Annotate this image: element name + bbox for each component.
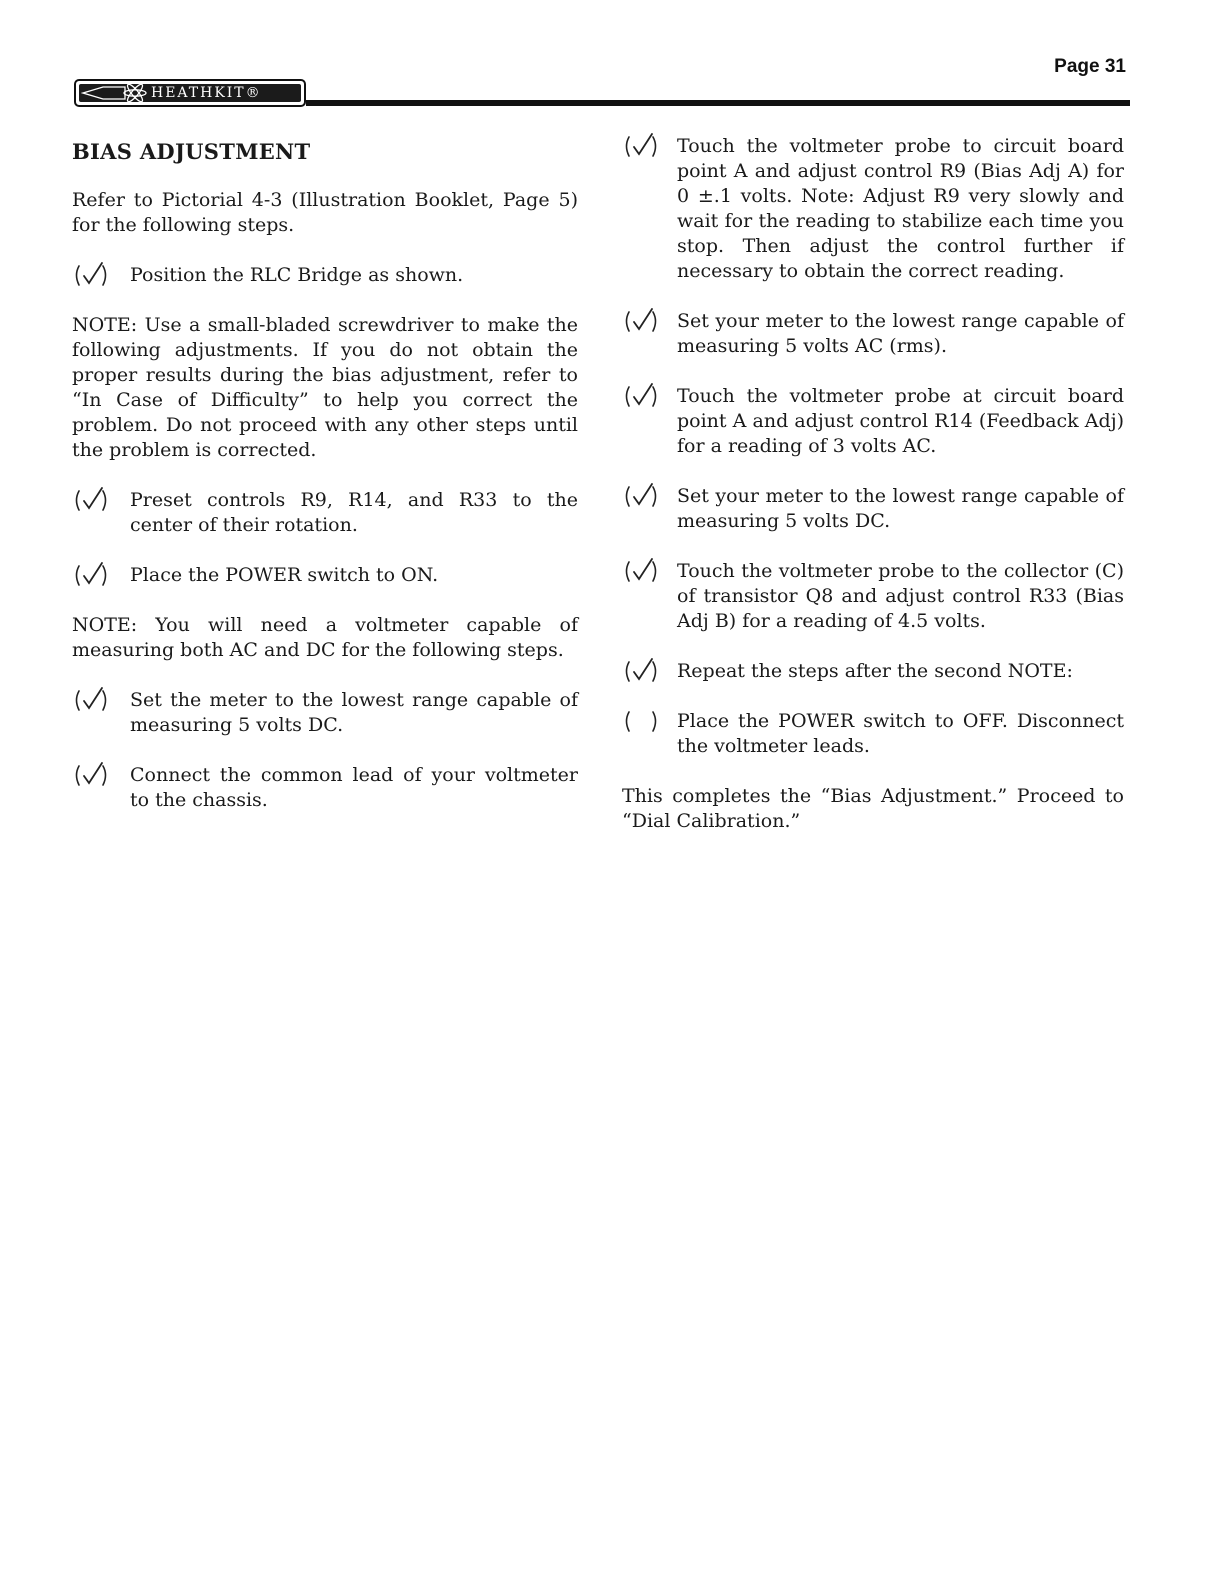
closing-text: This completes the “Bias Adjustment.” Proceed to “Dial Calibration.” [622, 785, 1124, 832]
heathkit-emblem-icon [81, 84, 149, 102]
step-item [622, 484, 1124, 534]
step-item [622, 134, 1124, 284]
step-list-a [72, 263, 578, 288]
step-text: Place the POWER switch to ON. [130, 564, 439, 586]
step-text: Set your meter to the lowest range capable of measuring 5 volts AC (rms). [677, 310, 1124, 357]
note-voltmeter: NOTE: You will need a voltmeter capable of measuring both AC and DC for the following steps. [72, 614, 578, 661]
step-text: Touch the voltmeter probe to the collector (C) of transistor Q8 and adjust control R33 (Bias Adj B) for a reading of 4.5 volts. [677, 560, 1124, 632]
step-item [72, 488, 578, 538]
step-text: Touch the voltmeter probe to circuit board point A and adjust control R9 (Bias Adj A) for 0 ±.1 volts. Note: Adjust R9 very slowly and wait for the reading to stabilize each time you stop. Then adjust the control further if necessary to obtain the correct reading. [677, 135, 1124, 282]
step-item [72, 688, 578, 738]
step-text: Set your meter to the lowest range capable of measuring 5 volts DC. [677, 485, 1124, 532]
step-text: Set the meter to the lowest range capable of measuring 5 volts DC. [130, 689, 578, 736]
step-text: Position the RLC Bridge as shown. [130, 264, 464, 286]
checked-box-icon[interactable] [72, 261, 112, 289]
right-column [622, 134, 1124, 859]
step-item [622, 709, 1124, 759]
header-bar [74, 76, 1130, 110]
checked-box-icon[interactable] [72, 561, 112, 589]
intro-text: Refer to Pictorial 4-3 (Illustration Booklet, Page 5) for the following steps. [72, 189, 578, 236]
heathkit-logo [74, 79, 306, 107]
step-item [622, 659, 1124, 684]
step-text: Touch the voltmeter probe at circuit board point A and adjust control R14 (Feedback Adj) for a reading of 3 volts AC. [677, 385, 1124, 457]
empty-checkbox-icon[interactable] [622, 707, 662, 735]
checked-box-icon[interactable] [72, 761, 112, 789]
step-list-right [622, 134, 1124, 759]
left-column [72, 134, 578, 838]
step-list-b [72, 488, 578, 588]
step-text: Repeat the steps after the second NOTE: [677, 660, 1073, 682]
note-screwdriver: NOTE: Use a small-bladed screwdriver to make the following adjustments. If you do not obtain the proper results during the bias adjustment, refer to “In Case of Difficulty” to help you correct the problem. Do not proceed with any other steps until the problem is corrected. [72, 314, 578, 461]
step-list-c [72, 688, 578, 813]
logo-text: HEATHKIT® [151, 85, 262, 101]
step-item [72, 763, 578, 813]
step-item [622, 309, 1124, 359]
step-item [622, 384, 1124, 459]
checked-box-icon[interactable] [72, 486, 112, 514]
section-title: BIAS ADJUSTMENT [72, 139, 311, 164]
checked-box-icon[interactable] [622, 657, 662, 685]
checked-box-icon[interactable] [622, 382, 662, 410]
checked-box-icon[interactable] [622, 307, 662, 335]
checked-box-icon[interactable] [622, 132, 662, 160]
header-rule [306, 100, 1130, 106]
step-item [72, 263, 578, 288]
step-item [622, 559, 1124, 634]
checked-box-icon[interactable] [622, 557, 662, 585]
checked-box-icon[interactable] [72, 686, 112, 714]
step-item [72, 563, 578, 588]
step-text: Place the POWER switch to OFF. Disconnect the voltmeter leads. [677, 710, 1124, 757]
step-text: Connect the common lead of your voltmeter to the chassis. [130, 764, 578, 811]
page-number: Page 31 [1054, 56, 1126, 77]
checked-box-icon[interactable] [622, 482, 662, 510]
step-text: Preset controls R9, R14, and R33 to the center of their rotation. [130, 489, 578, 536]
